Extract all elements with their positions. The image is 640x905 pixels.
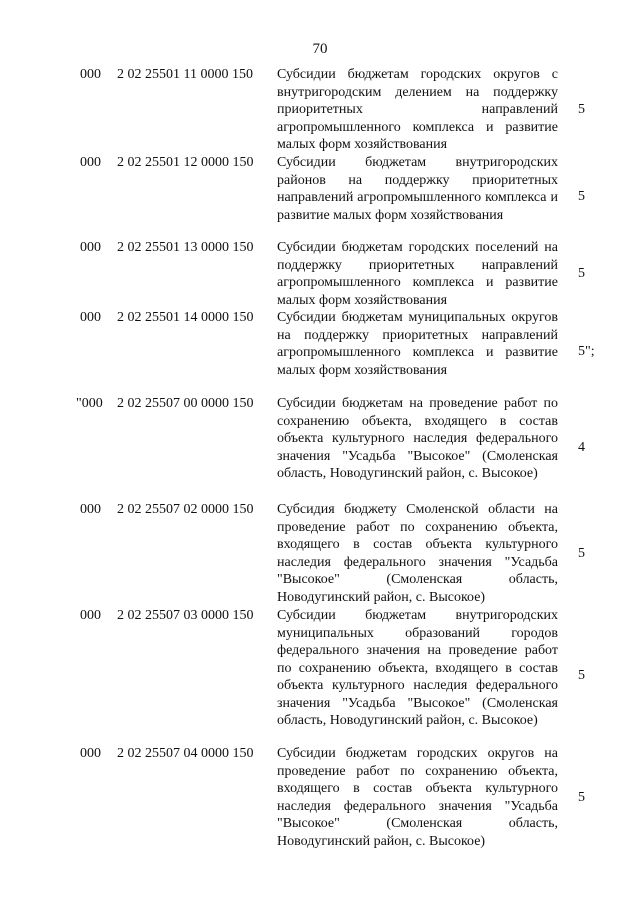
admin-code-cell: 000 bbox=[80, 155, 101, 170]
budget-code-cell: 2 02 25501 14 0000 150 bbox=[117, 310, 254, 325]
page-number: 70 bbox=[312, 41, 328, 57]
table-row bbox=[0, 154, 640, 239]
description-cell: Субсидии бюджетам городских округов с внутригородским делением на поддержку приоритетных направлений агропромышленного комплекса и развитие малых форм хозяйствования bbox=[277, 67, 558, 152]
description-cell: Субсидии бюджетам городских поселений на поддержку приоритетных направлений агропромышленного комплекса и развитие малых форм хозяйствования bbox=[277, 240, 558, 308]
value-cell: 5 bbox=[578, 266, 585, 281]
admin-code-cell: 000 bbox=[80, 746, 101, 761]
value-cell: 4 bbox=[578, 440, 585, 455]
table-row bbox=[0, 309, 640, 395]
budget-code-cell: 2 02 25501 12 0000 150 bbox=[117, 155, 254, 170]
admin-code-cell: 000 bbox=[80, 608, 101, 623]
value-cell: 5 bbox=[578, 790, 585, 805]
admin-code-cell: "000 bbox=[76, 396, 103, 411]
budget-code-cell: 2 02 25507 04 0000 150 bbox=[117, 746, 254, 761]
budget-code-cell: 2 02 25501 11 0000 150 bbox=[117, 67, 253, 82]
budget-code-cell: 2 02 25501 13 0000 150 bbox=[117, 240, 254, 255]
description-cell: Субсидии бюджетам внутригородских муниципальных образований городов федерального значения на проведение работ по сохранению объекта, входящего в состав объекта культурного наследия федерального значения "Усадьба "Высокое" (Смоленская область, Новодугинский район, с. Высокое) bbox=[277, 608, 558, 728]
value-cell: 5 bbox=[578, 102, 585, 117]
description-cell: Субсидии бюджетам на проведение работ по сохранению объекта, входящего в состав объекта культурного наследия федерального значения "Усадьба "Высокое" (Смоленская область, Новодугинский район, с. Высокое) bbox=[277, 396, 558, 481]
admin-code-cell: 000 bbox=[80, 502, 101, 517]
description-cell: Субсидия бюджету Смоленской области на проведение работ по сохранению объекта, входящего в состав объекта культурного наследия федерального значения "Усадьба "Высокое" (Смоленская область, Новодугинский район, с. Высокое) bbox=[277, 502, 558, 605]
table-row bbox=[0, 66, 640, 154]
value-cell: 5 bbox=[578, 546, 585, 561]
description-cell: Субсидии бюджетам городских округов на проведение работ по сохранению объекта, входящего в состав объекта культурного наследия федерального значения "Усадьба "Высокое" (Смоленская область, Новодугинский район, с. Высокое) bbox=[277, 746, 558, 849]
admin-code-cell: 000 bbox=[80, 67, 101, 82]
admin-code-cell: 000 bbox=[80, 240, 101, 255]
description-cell: Субсидии бюджетам внутригородских районов на поддержку приоритетных направлений агропромышленного комплекса и развитие малых форм хозяйствования bbox=[277, 155, 558, 223]
description-cell: Субсидии бюджетам муниципальных округов на поддержку приоритетных направлений агропромышленного комплекса и развитие малых форм хозяйствования bbox=[277, 310, 558, 378]
budget-code-cell: 2 02 25507 02 0000 150 bbox=[117, 502, 254, 517]
value-cell: 5 bbox=[578, 668, 585, 683]
table-row bbox=[0, 745, 640, 851]
value-cell: 5 bbox=[578, 188, 585, 204]
budget-code-table bbox=[0, 66, 640, 851]
table-row bbox=[0, 239, 640, 309]
budget-code-cell: 2 02 25507 00 0000 150 bbox=[117, 396, 254, 411]
budget-code-cell: 2 02 25507 03 0000 150 bbox=[117, 608, 254, 623]
table-row bbox=[0, 501, 640, 607]
table-row bbox=[0, 395, 640, 501]
admin-code-cell: 000 bbox=[80, 310, 101, 325]
value-cell: 5"; bbox=[578, 344, 595, 359]
table-row bbox=[0, 607, 640, 745]
